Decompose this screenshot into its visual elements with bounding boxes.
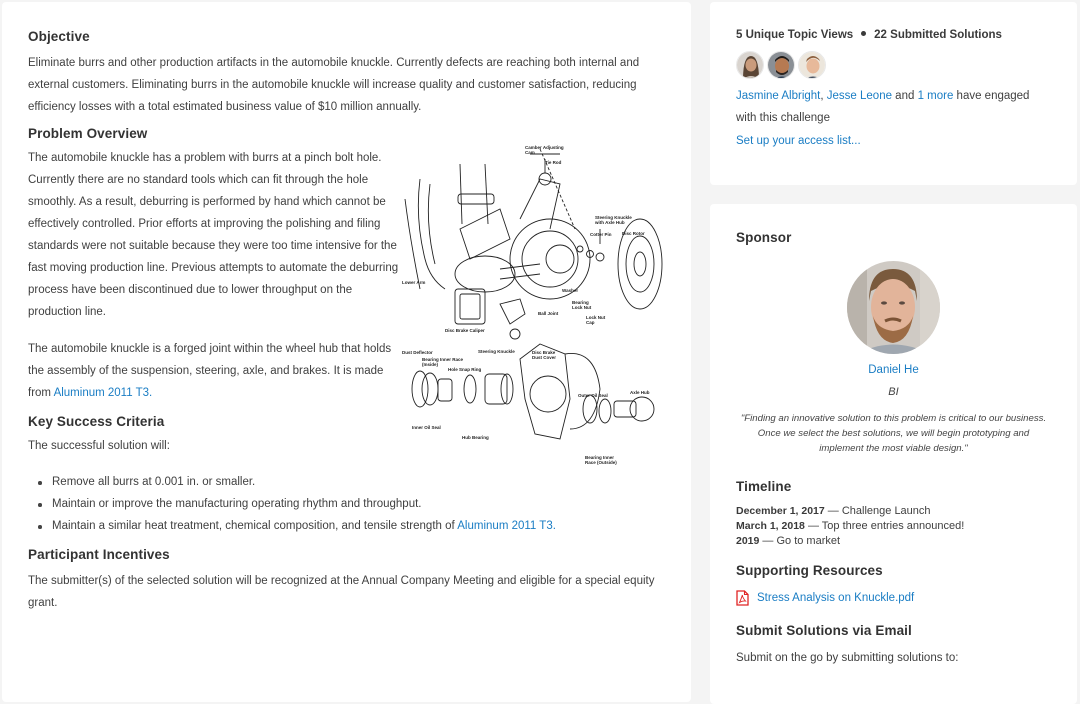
sponsor-role: BI <box>888 386 899 398</box>
svg-text:Bearing Inner: Bearing Inner <box>585 455 615 460</box>
timeline-entry <box>736 519 1051 534</box>
key-success-criteria-heading: Key Success Criteria <box>28 414 165 429</box>
svg-text:Steering Knuckle: Steering Knuckle <box>595 215 632 220</box>
aluminum-link[interactable]: Aluminum 2011 T3. <box>457 520 556 532</box>
svg-text:Cotter Pin: Cotter Pin <box>590 232 612 237</box>
criteria-item: Maintain or improve the manufacturing operating rhythm and throughput. <box>52 493 665 515</box>
participant-incentives-heading: Participant Incentives <box>28 547 170 562</box>
svg-text:with Axle Hub: with Axle Hub <box>595 220 625 225</box>
svg-text:Steering Knuckle: Steering Knuckle <box>478 349 515 354</box>
submit-email-text: Submit on the go by submitting solutions to: <box>736 652 959 664</box>
svg-text:Dust Cover: Dust Cover <box>532 355 557 360</box>
timeline-date: March 1, 2018 <box>736 520 805 532</box>
criteria-list <box>28 471 665 537</box>
aluminum-link[interactable]: Aluminum 2011 T3. <box>53 387 153 399</box>
stats-summary <box>736 29 1051 41</box>
setup-access-list-link[interactable]: Set up your access list... <box>736 135 861 147</box>
svg-text:Lock Nut: Lock Nut <box>572 305 592 310</box>
problem-overview-heading: Problem Overview <box>28 126 148 141</box>
criteria-item <box>52 515 665 537</box>
svg-text:Camber Adjusting: Camber Adjusting <box>525 145 564 150</box>
submit-via-email-heading: Submit Solutions via Email <box>736 623 912 638</box>
timeline-event: — Top three entries announced! <box>804 520 965 532</box>
criteria-item-text: Maintain a similar heat treatment, chemical composition, and tensile strength of <box>52 520 458 532</box>
svg-text:Lock Nut: Lock Nut <box>586 315 606 320</box>
supporting-resources-heading: Supporting Resources <box>736 563 883 578</box>
unique-views-count: 5 Unique Topic Views <box>736 29 854 41</box>
engaged-users-avatars <box>736 51 1051 79</box>
sponsor-name-link[interactable]: Daniel He <box>868 364 919 376</box>
engaged-and: and <box>891 90 918 102</box>
overview-paragraph-2-text: The automobile knuckle is a forged joint within the wheel hub that holds the assembly of the suspension, steering, axle, and brakes. It is made from <box>28 343 392 399</box>
timeline-date: 2019 <box>736 535 760 547</box>
svg-text:Dust Deflector: Dust Deflector <box>402 350 433 355</box>
engagement-stats-card <box>710 2 1077 185</box>
svg-text:Axle Hub: Axle Hub <box>630 390 650 395</box>
svg-text:(Inside): (Inside) <box>422 362 439 367</box>
engaged-separator: , <box>820 90 827 102</box>
timeline-event: — Go to market <box>759 535 841 547</box>
svg-text:Washer: Washer <box>562 288 579 293</box>
objective-text: Eliminate burrs and other production artifacts in the automobile knuckle. Currently defects are reaching both internal and external customers. Eliminating burrs in the automobile knuckle will increase quality and customer satisfaction, reducing efficiency losses with a total estimated business value of $10 million annually. <box>28 57 640 113</box>
overview-paragraph-1: The automobile knuckle has a problem with burrs at a pinch bolt hole. Currently there are no standard tools which can fit through the hole smoothly. As a result, deburring is performed by hand which cannot be effectively controlled. Prior efforts at improving the polishing and filing standards were not suitable because they were too time intensive for the fast moving production line. Previous attempts to automate the deburring process have been discontinued due to lower throughput on the production line. <box>28 152 399 318</box>
timeline-date: December 1, 2017 <box>736 505 825 517</box>
svg-text:Hole Snap Ring: Hole Snap Ring <box>448 367 482 372</box>
svg-text:Outer Oil Seal: Outer Oil Seal <box>578 393 608 398</box>
more-users-link[interactable]: 1 more <box>917 90 954 102</box>
timeline-heading: Timeline <box>736 479 792 494</box>
svg-text:Disc Brake Caliper: Disc Brake Caliper <box>445 328 485 333</box>
engaged-suffix: have engaged with this challenge <box>736 90 1030 124</box>
svg-text:Cam: Cam <box>525 150 535 155</box>
challenge-details-card <box>2 2 691 702</box>
svg-text:Lower Arm: Lower Arm <box>402 280 426 285</box>
criteria-intro: The successful solution will: <box>28 440 170 452</box>
objective-heading: Objective <box>28 29 90 44</box>
resource-item[interactable] <box>736 590 1051 606</box>
svg-text:Ball Joint: Ball Joint <box>538 311 559 316</box>
criteria-item: Remove all burrs at 0.001 in. or smaller. <box>52 471 665 493</box>
svg-text:Inner Oil Seal: Inner Oil Seal <box>412 425 441 430</box>
separator-dot <box>861 31 866 36</box>
sponsor-card <box>710 204 1077 704</box>
submitted-solutions-count: 22 Submitted Solutions <box>874 29 1002 41</box>
avatar[interactable] <box>767 51 795 79</box>
sponsor-heading: Sponsor <box>736 230 792 245</box>
user-link-jasmine-albright[interactable]: Jasmine Albright <box>736 90 821 102</box>
sponsor-quote: "Finding an innovative solution to this problem is critical to our business. Once we select the best solutions, we will begin prototyping and implement the most viable design." <box>740 413 1047 454</box>
engagement-text <box>736 85 1051 129</box>
timeline-entry <box>736 534 1051 549</box>
svg-text:Hub Bearing: Hub Bearing <box>462 435 489 440</box>
svg-text:Bearing Inner Race: Bearing Inner Race <box>422 357 464 362</box>
svg-text:Race (Outside): Race (Outside) <box>585 460 617 465</box>
svg-text:Bearing: Bearing <box>572 300 589 305</box>
stress-analysis-pdf-link[interactable]: Stress Analysis on Knuckle.pdf <box>757 592 915 604</box>
svg-text:Tie Rod: Tie Rod <box>545 160 562 165</box>
svg-text:Disc Brake: Disc Brake <box>532 350 556 355</box>
timeline-entry <box>736 504 1051 519</box>
sponsor-avatar <box>847 261 940 354</box>
svg-text:Disc Rotor: Disc Rotor <box>622 231 645 236</box>
timeline-list <box>736 504 1051 549</box>
knuckle-assembly-diagram <box>400 139 664 469</box>
user-link-jesse-leone[interactable]: Jesse Leone <box>826 90 892 102</box>
timeline-event: — Challenge Launch <box>824 505 931 517</box>
svg-text:Cap: Cap <box>586 320 595 325</box>
avatar[interactable] <box>798 51 826 79</box>
incentives-text: The submitter(s) of the selected solution will be recognized at the Annual Company Meeting and eligible for a special equity grant. <box>28 575 655 609</box>
avatar[interactable] <box>736 51 764 79</box>
pdf-icon <box>736 590 749 606</box>
overview-paragraph-2 <box>28 338 400 404</box>
